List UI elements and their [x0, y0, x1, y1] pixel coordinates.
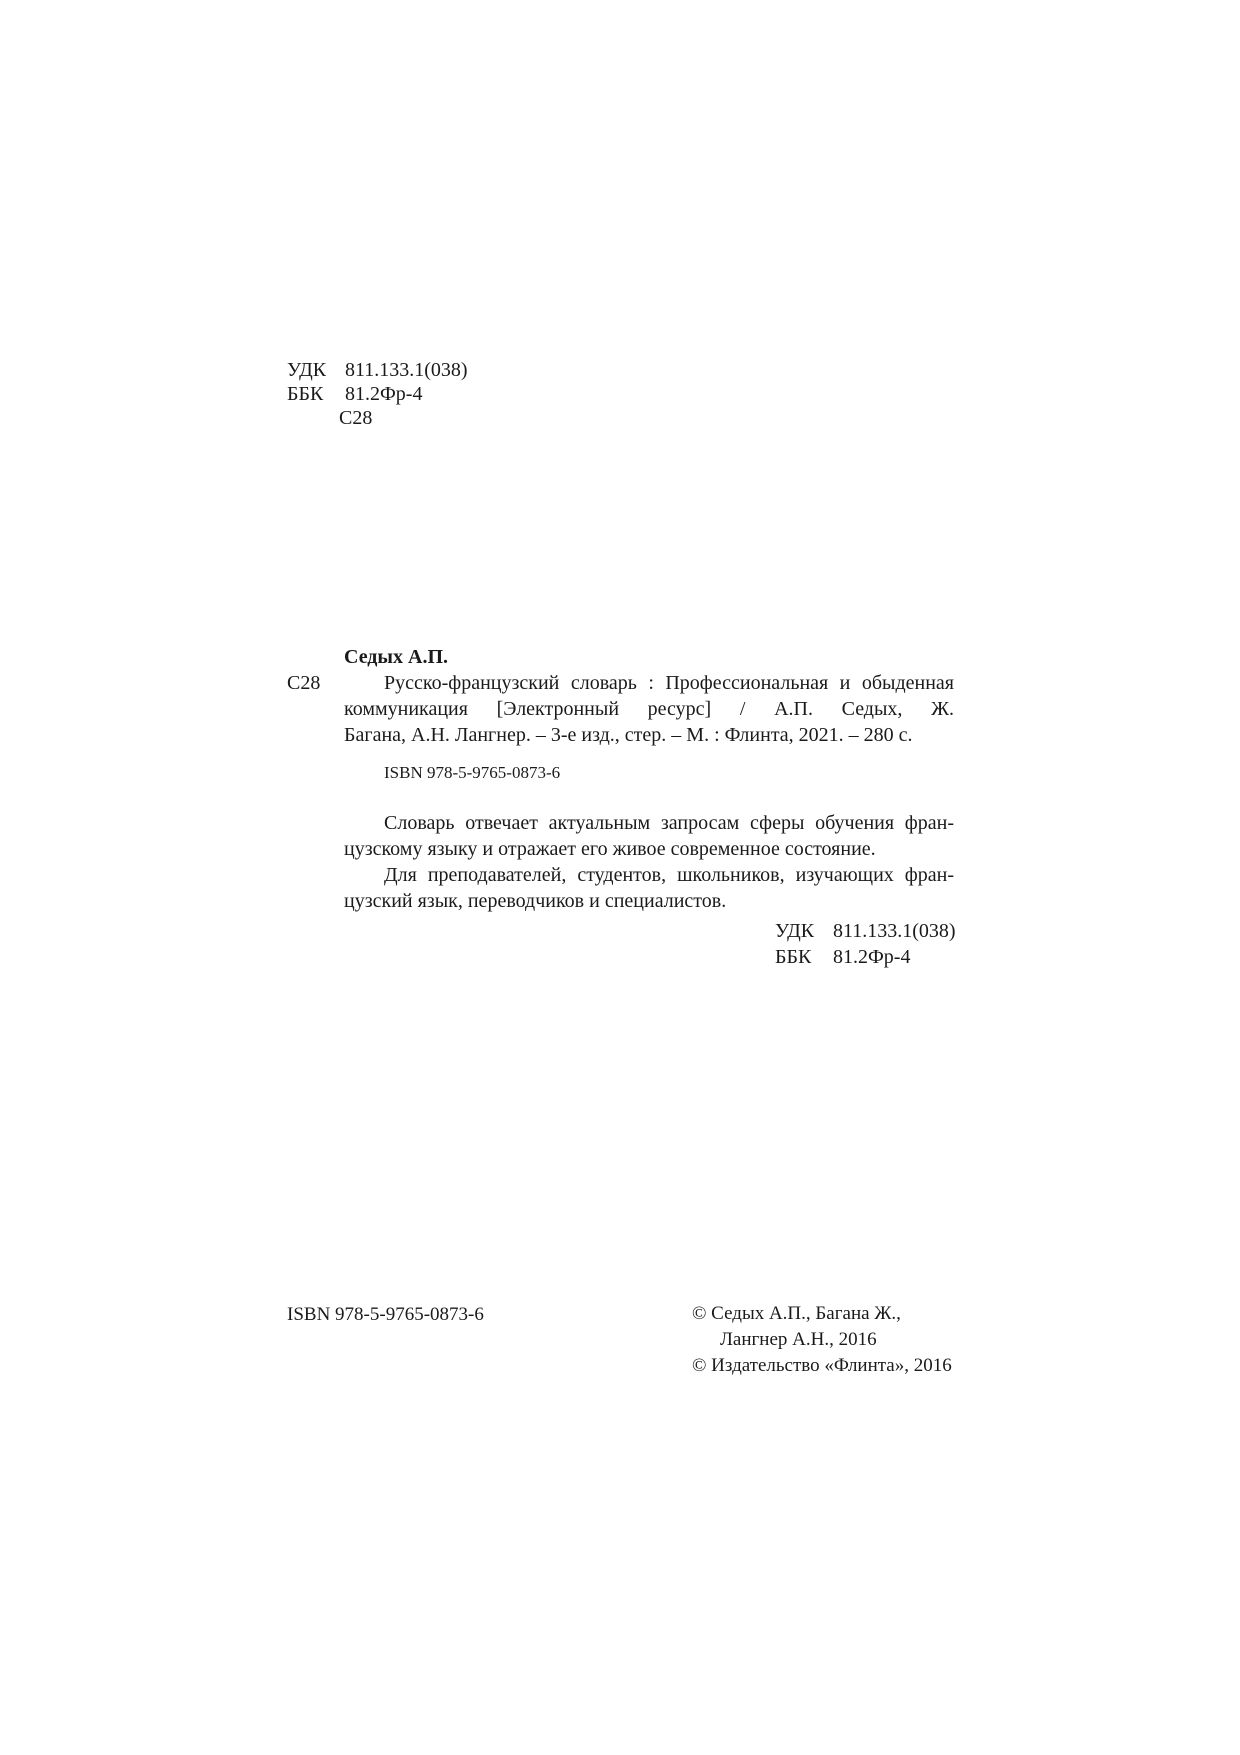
isbn-inner: ISBN 978-5-9765-0873-6: [384, 763, 561, 782]
annotation-line-1: Словарь отвечает актуальным запросам сферы обучения фран-: [384, 812, 954, 834]
bottom-udk-row: [775, 918, 956, 944]
copyright-line-1: © Седых А.П., Багана Ж.,: [692, 1303, 901, 1324]
annotation-line-4: цузский язык, переводчиков и специалистов.: [344, 890, 727, 912]
copyright-line-2: Лангнер А.Н., 2016: [720, 1329, 877, 1350]
annotation-line-2: цузскому языку и отражает его живое современное состояние.: [344, 838, 876, 860]
copyright-line-3: © Издательство «Флинта», 2016: [692, 1355, 952, 1376]
bottom-udk-label: УДК: [775, 920, 815, 942]
bottom-classification-block: [775, 918, 956, 970]
top-bbk-value: 81.2Фр-4: [345, 383, 423, 405]
copyright-block: [692, 1301, 952, 1379]
author-sign: С28: [287, 672, 321, 694]
top-bbk-label: ББК: [287, 383, 324, 405]
author-name: Седых А.П.: [344, 646, 449, 668]
top-author-sign: С28: [339, 407, 373, 429]
top-udk-label: УДК: [287, 359, 327, 381]
top-udk-value: 811.133.1(038): [345, 359, 468, 381]
annotation: [344, 810, 954, 914]
top-udk-row: [287, 358, 468, 382]
bottom-bbk-label: ББК: [775, 946, 812, 968]
bottom-bbk-value: 81.2Фр-4: [833, 946, 911, 968]
top-classification-block: [287, 358, 468, 430]
top-bbk-row: [287, 382, 468, 406]
annotation-line-3: Для преподавателей, студентов, школьников, изучающих фран-: [384, 864, 954, 886]
bottom-udk-value: 811.133.1(038): [833, 920, 956, 942]
bottom-bbk-row: [775, 944, 956, 970]
biblio-line-3: Багана, А.Н. Лангнер. – 3-е изд., стер. – М. : Флинта, 2021. – 280 с.: [344, 724, 913, 746]
bibliographic-description: [344, 644, 954, 748]
biblio-line-1: Русско-французский словарь : Профессиональная и обыденная: [384, 672, 954, 694]
biblio-line-2: коммуникация [Электронный ресурс] / А.П. Седых, Ж.: [344, 698, 954, 720]
footer-isbn: ISBN 978-5-9765-0873-6: [287, 1304, 484, 1325]
